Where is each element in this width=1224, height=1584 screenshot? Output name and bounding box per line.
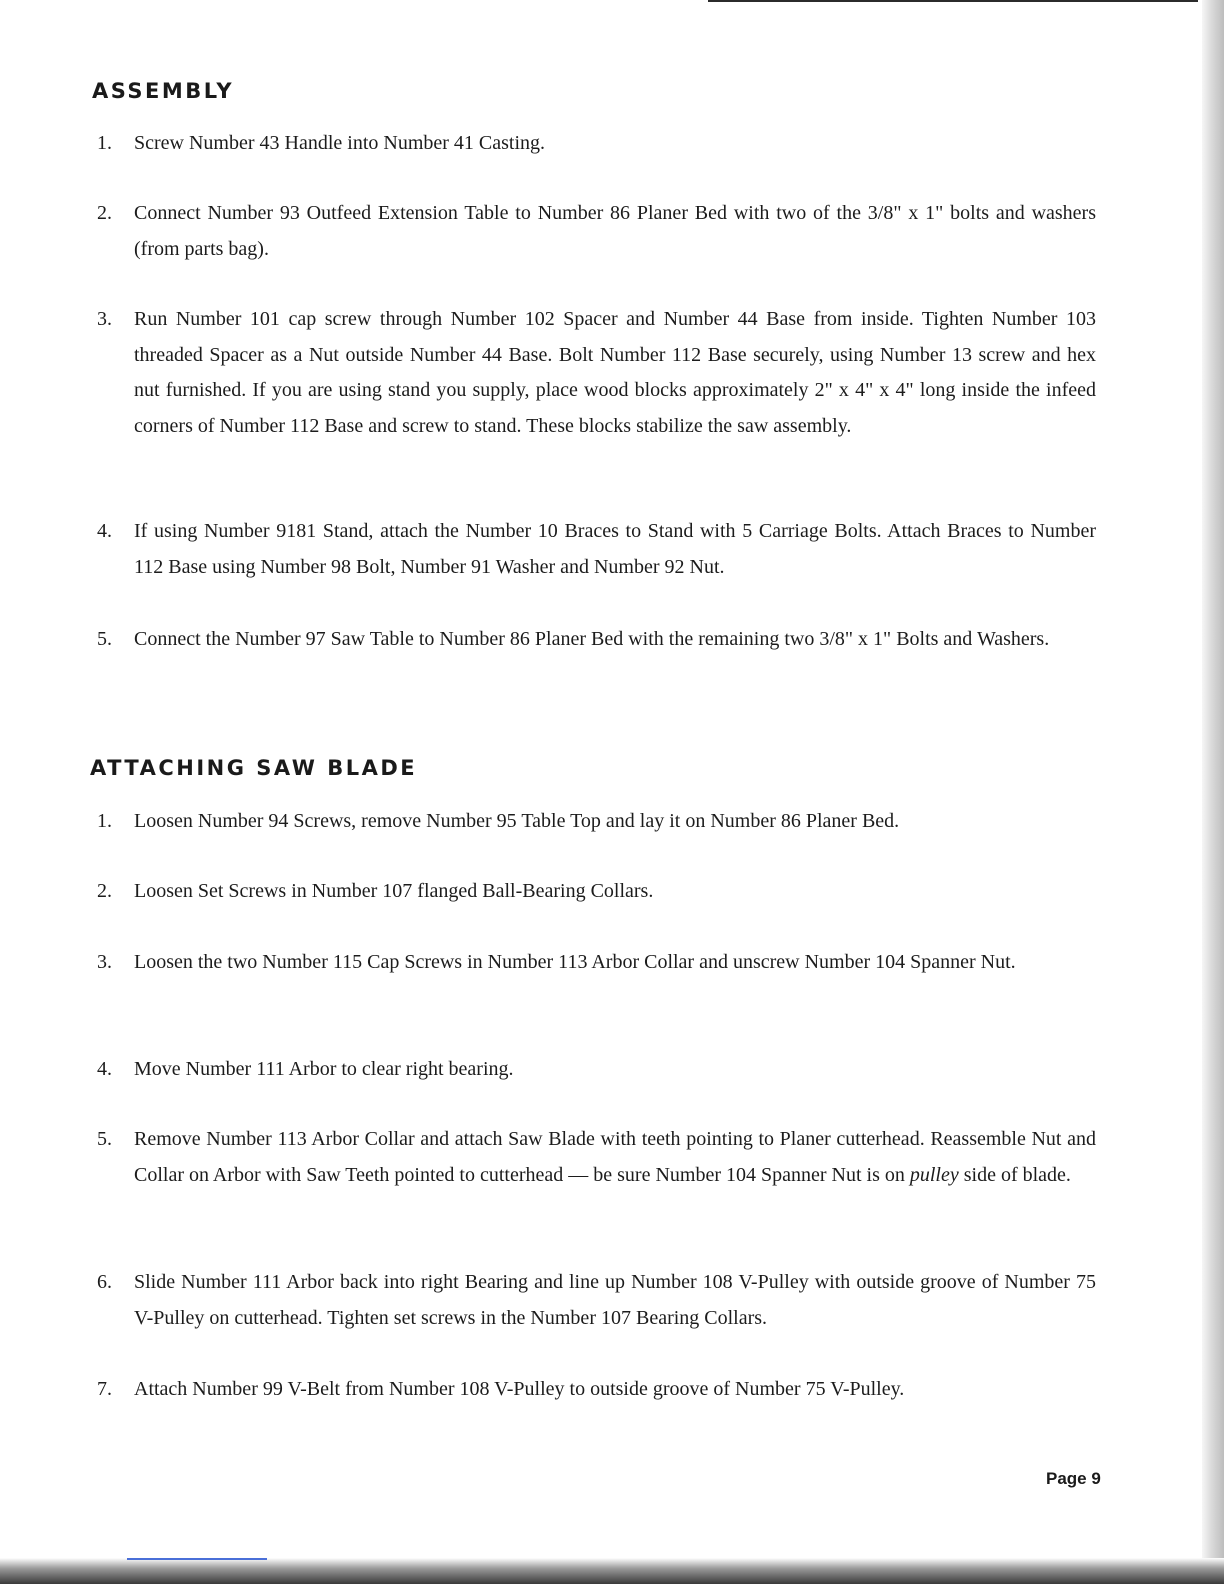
step-number: 1.: [97, 132, 112, 154]
bottom-edge-blue-mark: [127, 1558, 267, 1560]
step-number: 4.: [97, 1058, 112, 1080]
step-text: Loosen Set Screws in Number 107 flanged Ball-Bearing Collars.: [134, 880, 654, 902]
top-edge-rule: [708, 0, 1198, 2]
step-text: Screw Number 43 Handle into Number 41 Casting.: [134, 132, 546, 154]
step-text-part: side of blade.: [958, 1163, 1071, 1186]
step-number: 5.: [97, 1128, 112, 1150]
step-number: 6.: [97, 1271, 112, 1293]
step-number: 3.: [97, 951, 112, 973]
step-text: Loosen the two Number 115 Cap Screws in Number 113 Arbor Collar and unscrew Number 104 Spanner Nut.: [134, 951, 1016, 973]
step-number: 3.: [97, 308, 112, 330]
step-number: 4.: [97, 520, 112, 542]
step-text: Connect the Number 97 Saw Table to Number 86 Planer Bed with the remaining two 3/8" x 1" Bolts and Washers.: [134, 628, 1050, 650]
step-text: Move Number 111 Arbor to clear right bearing.: [134, 1058, 514, 1080]
step-text: [134, 1122, 1096, 1193]
assembly-heading: ASSEMBLY: [92, 79, 235, 103]
step-text-part: Remove Number 113 Arbor Collar and attach Saw Blade with teeth pointing to Planer cutterhead. Reassemble Nut and Collar on Arbor with Saw Teeth pointed to cutterhead — be sure Number 104 Spanner Nut is on: [134, 1128, 1096, 1186]
step-text: Loosen Number 94 Screws, remove Number 95 Table Top and lay it on Number 86 Planer Bed.: [134, 810, 900, 832]
step-number: 7.: [97, 1378, 112, 1400]
page-number: Page 9: [1046, 1469, 1101, 1488]
step-text: Attach Number 99 V-Belt from Number 108 V-Pulley to outside groove of Number 75 V-Pulley.: [134, 1378, 905, 1400]
step-text: Run Number 101 cap screw through Number 102 Spacer and Number 44 Base from inside. Tighten Number 103 threaded Spacer as a Nut outside Number 44 Base. Bolt Number 112 Base securely, using Number 13 screw and hex nut furnished. If you are using stand you supply, place wood blocks approximately 2" x 4" x 4" long inside the infeed corners of Number 112 Base and screw to stand. These blocks stabilize the saw assembly.: [134, 308, 1096, 437]
step-text: Connect Number 93 Outfeed Extension Table to Number 86 Planer Bed with two of the 3/8" x 1" bolts and washers (from parts bag).: [134, 202, 1096, 260]
step-number: 2.: [97, 202, 112, 224]
step-number: 2.: [97, 880, 112, 902]
attaching-saw-blade-heading: ATTACHING SAW BLADE: [90, 756, 418, 780]
step-number: 5.: [97, 628, 112, 650]
step-number: 1.: [97, 810, 112, 832]
step-text: If using Number 9181 Stand, attach the Number 10 Braces to Stand with 5 Carriage Bolts. Attach Braces to Number 112 Base using Number 98 Bolt, Number 91 Washer and Number 92 Nut.: [134, 520, 1096, 578]
step-text: Slide Number 111 Arbor back into right Bearing and line up Number 108 V-Pulley with outside groove of Number 75 V-Pulley on cutterhead. Tighten set screws in the Number 107 Bearing Collars.: [134, 1271, 1096, 1329]
page-right-edge-shadow: [1202, 0, 1224, 1584]
page-bottom-edge-shadow: [0, 1558, 1224, 1584]
emphasis-word: pulley: [909, 1163, 959, 1186]
